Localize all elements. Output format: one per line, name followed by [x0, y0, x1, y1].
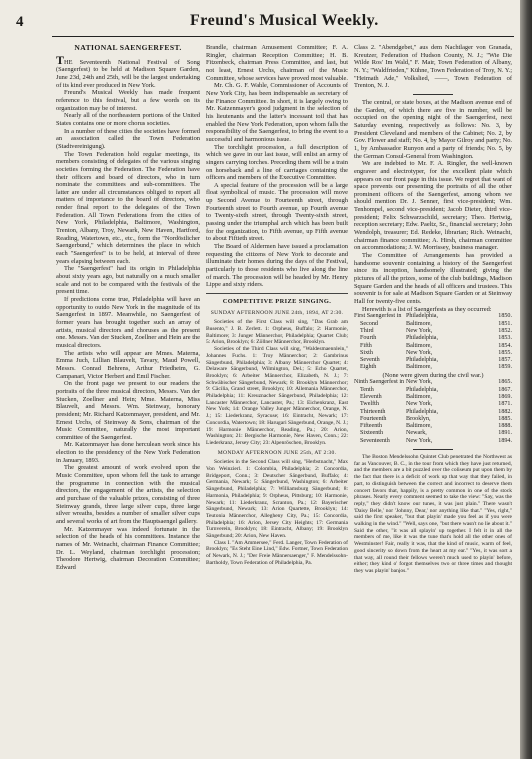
article-title: NATIONAL SAENGERFEST. — [74, 44, 182, 52]
paragraph: Mr. Katzenmayer was indeed fortunate in the selection of the heads of his committees. Instance the names of Mr. Weinacht, chairman Finance Committee; Dr. L. Weyland, chairman torchlight procession; Theodore Hertwig, chairman Decoration Committee; Edward — [56, 525, 200, 571]
paragraph: Herewith is a list of Saengerfests as they occurred: — [362, 305, 492, 313]
list-row — [354, 357, 512, 364]
list-ordinal: First Saengerfest in — [354, 313, 402, 320]
list-city: New York, — [406, 327, 433, 334]
list-row — [354, 364, 512, 371]
list-year: 1852. — [498, 327, 512, 334]
paragraph: The Committee of Arrangements has provided a handsome souvenir containing a history of the Saengerfest since its inception, handsomely illustrated; giving the pictures of all the prizes, some of the club buildings, Madison Square Garden and the heads of all officers and trustees. This souvenir is for sale at Madison Square Garden or at Steinway Hall for twenty-five cents. — [354, 252, 512, 305]
paragraph: Nearly all of the northeastern portions of the United States contains one or more chorus societies. — [56, 112, 200, 127]
list-row — [354, 438, 512, 445]
schedule-date: MONDAY AFTERNOON JUNE 25th, AT 2:30. — [217, 449, 337, 456]
list-ordinal: Seventh — [360, 357, 380, 364]
list-year: 1859. — [498, 364, 512, 371]
list-city: Newark, — [406, 430, 427, 437]
list-ordinal: Eighth — [360, 364, 377, 371]
list-row — [354, 335, 512, 342]
paragraph: In a number of these cities the societies have formed an association called the Town Federation (Stadtvereinigung). — [56, 127, 200, 150]
list-year: 1888. — [498, 423, 512, 430]
list-ordinal: Seventeenth — [360, 437, 390, 444]
paragraph: The Board of Aldermen have issued a proclamation requesting the citizens of New York to decorate and illuminate their homes during the days of the Festival, particularly to those residents who live along the line of march. The procession will be headed by Mr. Henry Lippe and sixty riders. — [206, 243, 348, 289]
paragraph: The greatest amount of work evolved upon the Music Committee, upon whom fell the task to arrange the programme in connection with the musical directors, the engagement of the artists, the selection and purchase of the valuable prizes, consisting of three Steinway grands, three large silver cups, three large silver wreaths, besides a number of smaller silver cups and several works of art from the Hauptsaengel gallery. — [56, 464, 200, 526]
list-ordinal: Tenth — [360, 386, 374, 393]
list-city: Baltimore, — [406, 364, 432, 371]
list-ordinal: Twelfth — [360, 401, 379, 408]
list-row — [354, 409, 512, 416]
paragraph: The torchlight procession, a full description of which we gave in our last issue, will enlist an army of singers carrying torches. Preceding them will be a train on horseback and a line of carriages containing the officers and members of the Executive Committee. — [206, 143, 348, 182]
paragraph: Freund's Musical Weekly has made frequent reference to this festival, but a few words on its organization may be of interest. — [56, 89, 200, 112]
list-city: New York, — [406, 401, 433, 408]
list-row — [354, 343, 512, 350]
list-city: New York, — [406, 379, 433, 386]
saengerfest-list — [354, 313, 512, 371]
list-row — [354, 313, 512, 320]
war-note: (None were given during the civil war.) — [382, 371, 484, 379]
paragraph: The Town Federation hold regular meetings, its members consisting of delegates of the various singing societies forming the Federation. The Federation have their officers and board of directors, who in turn nominate the committees and sub-committees. The latter are under all circumstances obliged to report all matters of importance to the board of directors, who render final report to the delegates of the Town Federation. All Town Federations from the cities of New York, Philadelphia, Baltimore, Washington, Trenton, Albany, Troy, Newark, New Haven, Hartford, Reading, Watertown, etc., etc., form the "Nordöstlicher Saengerbund," which determines the place in which each "Saengerfest" is to be held, at interval of three years elapsing between each. — [56, 150, 200, 265]
list-row — [354, 321, 512, 328]
class-listing: Societies of the Third Class will sing, "Waldesmaennlein," Johannes Fuchs. 1: Troy Männerchor; 2: Gambrinus Sängerbund, Philadelphia; 3: Albany Männerchor Quartet; 4: Delaware Sängerbund, Wilmington, Del.; 5: Echo Quartet, Brooklyn; 6: Arbeiter Männerchor, Elizabeth, N. J.; 7: Schwäbischer Sängerbund, Newark; 8: Brooklyn Männerchor; 9: Cäcilia, Grand street, Brooklyn; 10: Allemania Männerchor, Philadelphia; 11: Kreuznacher Sängerbund, Philadelphia; 12: Lancaster Männerchor, Lancaster, Pa.; 13: Eichenkranz, East New York; 14: Orange Valley Junger Männerchor, Orange, N. J.; 15: Liederkranz, Syracuse; 16: Eintracht, Newark; 17: Concordia, Watertown; 18: Harugari Sängerbund, Orange, N. J.; 19: Harmonie Männerchor, Reading, Pa.; 20: Arion, Washington; 21: Bergische Harmonie, New Haven, Conn.; 22: Liederkranz, Jersey City; 23: Alpenröschen, Brooklyn. — [206, 346, 348, 446]
paragraph: If predictions come true, Philadelphia will have an opportunity to outdo New York in the magnitude of its Saengerfest in 1897. Meanwhile, no Saengerfest of former years has brought together such an array of artists, musical directors and choruses as the present one. Messrs. Van der Stucken, Zoellner and Hein are the musical directors. — [56, 296, 200, 349]
paragraph: A special feature of the procession will be a large float symbolical of music. The procession will move up Second Avenue to Fourteenth street, through Fourteenth street to Fourth avenue, up Fourth avenue to Twenty-sixth street, through Twenty-sixth street, passing under the triumphal arch which has been built for the organization, to Fifth avenue, up Fifth avenue to about Fiftieth street. — [206, 181, 348, 243]
list-year: 1885. — [498, 415, 512, 422]
list-year: 1867. — [498, 386, 512, 393]
list-year: 1871. — [498, 401, 512, 408]
paragraph: The "Saengerfest" had its origin in Philadelphia about sixty years ago, but naturally on a much smaller scale and not to be compared with the festivals of the present time. — [56, 265, 200, 296]
list-city: New York, — [406, 437, 433, 444]
paragraph: The central, or state boxes, at the Madison avenue end of the Garden, of which there are five in number, will be occupied on the opening night of the Saengerfest, next Saturday evening, respectively as follows: No. 3, by President Cleveland and members of the Cabinet; No. 2, by Gov. Flower and staff; No. 4, by Mayor Gilroy and party; No. 1, by Ambassador Runyon and a party of friends; No. 5, by the German Consul-General from Washington. — [354, 98, 512, 160]
list-city: Brooklyn, — [406, 415, 431, 422]
list-year: 1855. — [498, 349, 512, 356]
section-divider — [206, 293, 348, 294]
class-listing: Class I. "Am Ammersee," Ferd. Langer, Town Federation of Brooklyn; "Es Steht Eine Lind," Edw. Fortner, Town Federation of Newark, N. J.; "Der Freie Männersaenger," F. Mendelssohn-Bartholdy, Town Federation of Philadelphia, Pa. — [206, 539, 348, 566]
header-rule — [52, 36, 514, 37]
list-ordinal: Thirteenth — [360, 408, 386, 415]
column-2 — [206, 44, 348, 754]
list-ordinal: Ninth Saengerfest in — [354, 379, 405, 386]
list-ordinal: Sixteenth — [360, 430, 384, 437]
list-year: 1850. — [498, 313, 512, 320]
schedule-date: SUNDAY AFTERNOON JUNE 24th, 1894, AT 2:30. — [210, 309, 344, 316]
column-1 — [56, 44, 200, 754]
list-ordinal: Sixth — [360, 349, 373, 356]
divider — [413, 94, 453, 95]
book-spine — [520, 0, 532, 759]
list-row — [354, 430, 512, 437]
list-ordinal: Fifteenth — [360, 423, 383, 430]
list-year: 1869. — [498, 393, 512, 400]
list-city: Philadelphia, — [406, 335, 438, 342]
drop-cap: T — [56, 52, 65, 67]
list-city: Philadelphia, — [406, 357, 438, 364]
list-city: Baltimore, — [406, 320, 432, 327]
list-city: Baltimore, — [406, 342, 432, 349]
class-listing: Societies in the Second Class will sing, "Herbstnacht," Max Von Weinzierl. 1: Colombia, Philadelphia; 2: Concordia, Bridgeport, Conn.; 3: Deutscher Sängerbund, Buffalo; 4: Germania, Newark; 5: Sängerbund, Washington; 6: Arbeiter Sängerbund, Philadelphia; 7: Williamsburg Sängerbund; 8: Harmonia, Philadelphia; 9: Orpheus, Pittsburg; 10: Harmonie, Newark; 11: Liederkranz, Scranton, Pa.; 12: Bayerischer Sängerbund, Newark; 13: Arion Quartette, Brooklyn; 14: Teutonia Männerchor, Allegheny City, Pa.; 15: Concordia, Philadelphia; 16: Arion, Jersey City Heights; 17: Germania Turnverein, Brooklyn; 18: Eintracht, Albany; 19: Brooklyn Sängerbund; 20: Arion, New Haven. — [206, 459, 348, 540]
list-row — [354, 379, 512, 386]
list-row — [354, 387, 512, 394]
list-year: 1891. — [498, 430, 512, 437]
list-row — [354, 423, 512, 430]
list-city: New York, — [406, 349, 433, 356]
class-listing: Societies of the First Class will sing, "Das Grab am Busento," J. B. Zerlett. 1: Orpheus, Buffalo; 2: Harmonie, Baltimore; 3: Junger Männerchor, Philadelphia; Quartet Club; 5: Arion, Brooklyn; 6: Zöllner Männerchor, Brooklyn. — [206, 319, 348, 346]
saengerfest-list-continued — [354, 379, 512, 445]
list-ordinal: Second — [360, 320, 378, 327]
masthead: Freund's Musical Weekly. — [190, 12, 379, 29]
list-ordinal: Fourth — [360, 335, 377, 342]
list-row — [354, 401, 512, 408]
list-year: 1882. — [498, 408, 512, 415]
paragraph: The Boston Mendelssohn Quintet Club penetrated the Northwest as far as Vancouver, B. C., in the tour from which they have just returned, and the members are a bit puzzled over the coliseum put upon them by the fact that there is a deficit of work up that way that they failed, in part, to distinguish between the correct and incorrect to deserve them concert favors that, happily, is a pretty common in one of the stock phrases. Nearly every comment seemed to take the view: "Say, was the reply," they didn't know our tunes, it was just plain." There wasn't 'Daisy Belle,' nor 'Johnny, Dear,' nor anything like that." "Yes, right," said the first speaker, "but that playin' made you feel as if you were walking in the wind." "Well, says one, "but there wasn't no lie about it." Said the other, "it was all splayin' up together. I felt it in all the members of me, like it was the tune that's hold all the other ones of Westminster! Fair, really it was, that the kind of music, warm of feel, good sincerity so down from the heart at my ear." "Yes, it was sort a that way, all round their fellows weren't much used to playin' before, either; they kind o' forgot themselves two or three times and thought they was playin' banjos." — [354, 454, 512, 574]
paragraph: Class 2. "Abendgebet," aus dem Nachtlager von Granada, Kreutzer, Federation of Hudson County, N. J.; "Wie Die Wilde Ros' Im Wald," F. Mair, Town Federation of Albany, N. Y.; "Waldfrieden," Kühne, Town Federation of Troy, N. Y.; "Heimath Ade," Volkslied, ——, Town Federation of Trenton, N. J. — [354, 44, 512, 90]
list-ordinal: Eleventh — [360, 393, 382, 400]
list-year: 1854. — [498, 342, 512, 349]
list-city: Philadelphia, — [406, 408, 438, 415]
list-year: 1857. — [498, 357, 512, 364]
divider — [413, 449, 453, 450]
article-lead-paragraph: THE Seventeenth National Festival of Song (Saengerfest) to be held at Madison Square Garden, June 23d, 24th and 25th, will be the largest undertaking of its kind ever produced in New York. — [56, 52, 200, 89]
paragraph: The artists who will appear are Mmes. Materna, Emma Juch, Lillian Blauvelt, Tavary, Maud Powell, Messrs. Conrad Behrens, Arthur Friedheim, G. Campanari, Victor Herbert and Emil Fischer. — [56, 349, 200, 380]
list-year: 1865. — [498, 379, 512, 386]
list-ordinal: Third — [360, 327, 374, 334]
list-city: Philadelphia, — [406, 386, 438, 393]
list-ordinal: Fifth — [360, 342, 372, 349]
page-number: 4 — [16, 14, 24, 30]
paragraph: We are indebted to Mr. F. A. Ringler, the well-known engraver and electrotyper, for the excellent plate which appears on our front page in this issue. We regret that want of space prevents our presenting the portraits of all the other prominent officers of the Saengerfest, among whom we should mention Dr. J. Senner, first vice-president; Wm. Tenhompel, second vice-president; Jacob Dieter, third vice-president; Felix Schwarzschild, secretary; Theo. Hertwig, reception secretary; Edw. Paeltz, Sr., financial secretary; John Wendolph, treasurer; Ed. Redeke, librarian; Rich. Weinacht, chairman finance committee; A. Hirsh, chairman committee on accommodations; J. W. Morrissey, business manager. — [354, 160, 512, 252]
list-year: 1851. — [498, 320, 512, 327]
list-city: Baltimore, — [406, 393, 432, 400]
paragraph: Brandle, chairman Amusement Committee; F. A. Ringler, chairman Reception Committee; H. B. Fitzenbeck, chairman Press Committee, and last, but not least, Ernest Urchs, chairman of the Music Committee, whose services have proved most valuable. — [206, 44, 348, 82]
list-ordinal: Fourteenth — [360, 415, 387, 422]
list-city: Baltimore, — [406, 423, 432, 430]
paragraph: Mr. Katzenmayer has done herculean work since his election to the presidency of the New York Federation in January, 1893. — [56, 441, 200, 464]
list-city: Philadelphia, — [406, 313, 438, 320]
list-year: 1894. — [498, 437, 512, 444]
column-3 — [354, 44, 512, 754]
paragraph: On the front page we present to our readers the portraits of the three musical directors, Messrs. Van der Stucken, Zoellner and Hein; Mme. Materna, Miss Blauvelt, and Messrs. Wm. Steinway, honorary president; Mr. Richard Katzenmayer, president, and Mr. Ernest Urchs, of Steinway & Sons, chairman of the Music Committee, naturally the most important committee of the Saengerfest. — [56, 380, 200, 441]
paragraph: Mr. Ch. G. F. Wahle, Commissioner of Accounts of New York City, has been indispensable as secretary of the Finance Committee. In short, it is largely owing to Mr. Katzenmayer's good judgment in the selection of his lieutenants and the latter's incessant toil that has enabled the New York Federation, upon whom falls the responsibility of the Saengerfest, to bring the event to a successful and harmonious issue. — [206, 82, 348, 143]
subsection-title: COMPETITIVE PRIZE SINGING. — [222, 298, 332, 305]
list-year: 1853. — [498, 335, 512, 342]
list-row — [354, 350, 512, 357]
list-row — [354, 328, 512, 335]
